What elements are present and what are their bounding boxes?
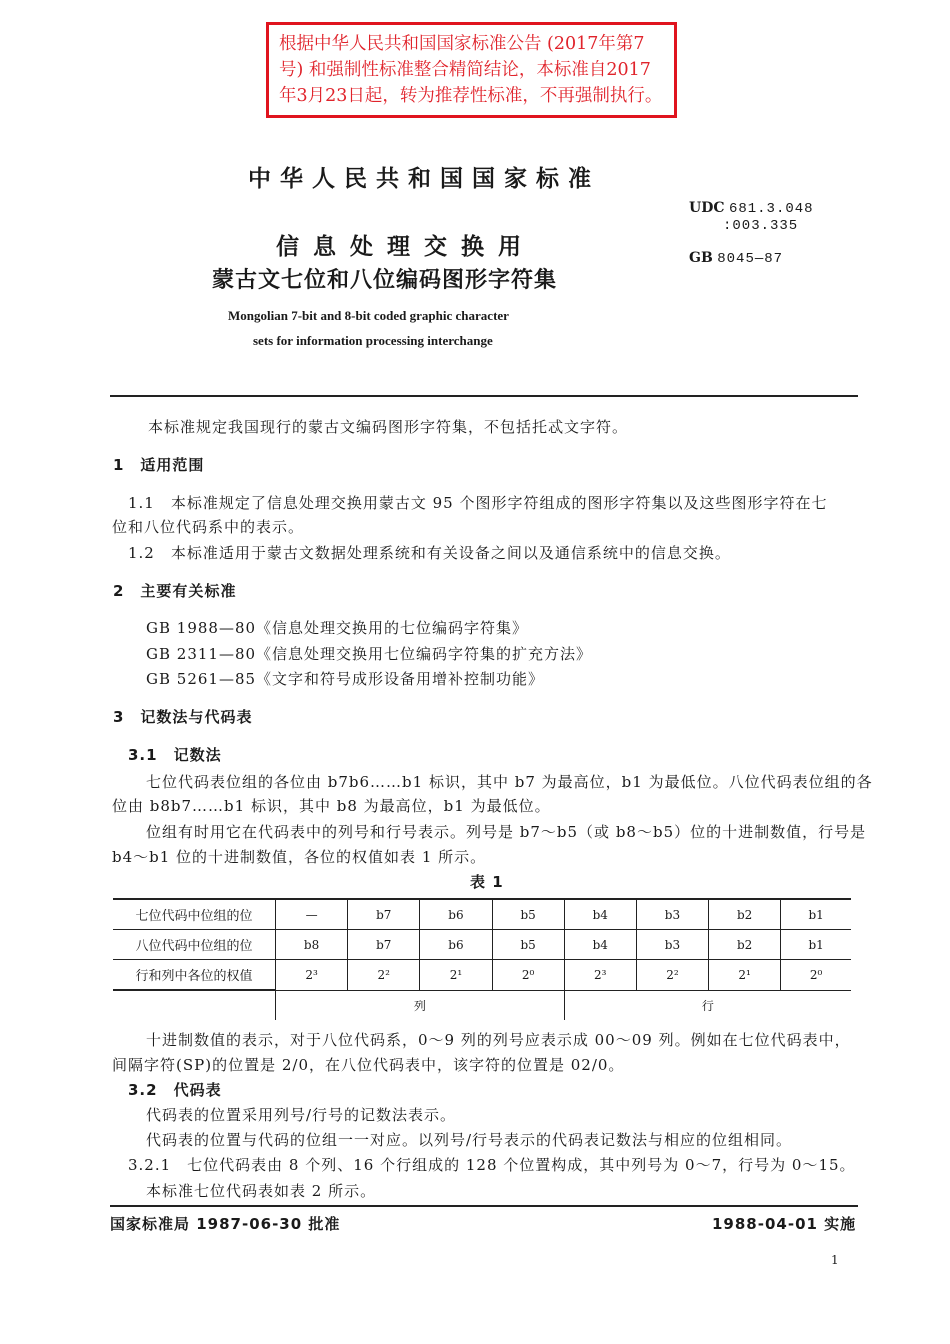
table-cell: b1 (781, 899, 851, 930)
table-cell: b1 (781, 930, 851, 960)
page-number: 1 (831, 1253, 839, 1267)
row-label: 八位代码中位组的位 (113, 930, 276, 960)
table-cell: b6 (420, 930, 492, 960)
reference-3: GB 5261—85《文字和符号成形设备用增补控制功能》 (146, 670, 545, 688)
gb-code (689, 250, 783, 267)
column-group-label: 列 (276, 990, 565, 1020)
para-table-2-ref: 本标准七位代码表如表 2 所示。 (146, 1182, 377, 1200)
table-row (113, 930, 851, 960)
footer-rule (110, 1205, 858, 1207)
section-1-heading: 1 适用范围 (113, 456, 205, 474)
status-notice-stamp: 根据中华人民共和国国家标准公告 (2017年第7号) 和强制性标准整合精简结论，本标准自2017年3月23日起，转为推荐性标准，不再强制执行。 (266, 22, 677, 118)
table-cell: b2 (709, 899, 781, 930)
table-row-groups (113, 990, 851, 1020)
para-code-table-2: 代码表的位置与代码的位组一一对应。以列号/行号表示的代码表记数法与相应的位组相同。 (146, 1131, 793, 1149)
english-title-1: Mongolian 7-bit and 8-bit coded graphic character (228, 308, 509, 323)
para-1-2: 1.2 本标准适用于蒙古文数据处理系统和有关设备之间以及通信系统中的信息交换。 (128, 544, 731, 562)
para-code-table-1: 代码表的位置采用列号/行号的记数法表示。 (146, 1106, 457, 1124)
para-3-2-1: 3.2.1 七位代码表由 8 个列、16 个行组成的 128 个位置构成，其中列号为 0～7，行号为 0～15。 (128, 1156, 856, 1174)
udc-value-1: 681.3.048 (728, 201, 814, 217)
section-2-heading: 2 主要有关标准 (113, 582, 237, 600)
table-cell: b6 (420, 899, 492, 930)
table-cell: — (276, 899, 348, 930)
reference-2: GB 2311—80《信息处理交换用七位编码字符集的扩充方法》 (146, 645, 593, 663)
english-title-2: sets for information processing interchange (253, 333, 493, 348)
table-cell: b4 (564, 899, 636, 930)
gb-number: 8045—87 (717, 251, 784, 267)
reference-1: GB 1988—80《信息处理交换用的七位编码字符集》 (146, 619, 529, 637)
gb-label: GB (689, 250, 713, 266)
table-cell: 2² (636, 960, 708, 991)
table-row (113, 960, 851, 991)
row-label: 行和列中各位的权值 (113, 960, 276, 991)
table-cell: 2¹ (709, 960, 781, 991)
table-row (113, 899, 851, 930)
udc-code (689, 200, 814, 234)
section-3-heading: 3 记数法与代码表 (113, 708, 253, 726)
table-cell: 2⁰ (781, 960, 851, 991)
header-rule (110, 395, 858, 397)
row-group-label: 行 (564, 990, 851, 1020)
para-notation-1: 七位代码表位组的各位由 b7b6……b1 标识，其中 b7 为最高位，b1 为最低位。八位代码表位组的各 (146, 773, 873, 791)
intro-text: 本标准规定我国现行的蒙古文编码图形字符集，不包括托忒文字符。 (148, 418, 629, 436)
para-notation-2-cont: b4～b1 位的十进制数值，各位的权值如表 1 所示。 (112, 848, 487, 866)
table-cell: b5 (492, 899, 564, 930)
table-cell: 2¹ (420, 960, 492, 991)
udc-value-2: :003.335 (723, 218, 799, 234)
table-cell: 2³ (564, 960, 636, 991)
table-cell: 2⁰ (492, 960, 564, 991)
table-cell: 2² (348, 960, 420, 991)
blank-cell (113, 990, 276, 1020)
effective-date: 1988-04-01 实施 (712, 1215, 857, 1233)
approval-date: 国家标准局 1987-06-30 批准 (110, 1215, 341, 1233)
title-line-2: 蒙古文七位和八位编码图形字符集 (212, 268, 558, 293)
row-label: 七位代码中位组的位 (113, 899, 276, 930)
section-3-2-heading: 3.2 代码表 (128, 1081, 222, 1099)
table-cell: 2³ (276, 960, 348, 991)
national-standard-heading: 中华人民共和国国家标准 (248, 166, 600, 192)
para-1-1: 1.1 本标准规定了信息处理交换用蒙古文 95 个图形字符组成的图形字符集以及这些图形字符在七 (128, 494, 828, 512)
para-notation-1-cont: 位由 b8b7……b1 标识，其中 b8 为最高位，b1 为最低位。 (112, 797, 551, 815)
table-cell: b3 (636, 899, 708, 930)
table-cell: b2 (709, 930, 781, 960)
para-decimal-cont: 间隔字符(SP)的位置是 2/0，在八位代码表中，该字符的位置是 02/0。 (112, 1056, 625, 1074)
table-cell: b5 (492, 930, 564, 960)
table-cell: b7 (348, 930, 420, 960)
para-notation-2: 位组有时用它在代码表中的列号和行号表示。列号是 b7～b5（或 b8～b5）位的十进制数值，行号是 (146, 823, 867, 841)
bit-weight-table (113, 898, 851, 1020)
table-cell: b7 (348, 899, 420, 930)
udc-label: UDC (689, 200, 725, 216)
section-3-1-heading: 3.1 记数法 (128, 746, 222, 764)
table-cell: b4 (564, 930, 636, 960)
table-caption: 表 1 (470, 873, 504, 891)
table-cell: b3 (636, 930, 708, 960)
para-decimal: 十进制数值的表示，对于八位代码系，0～9 列的列号应表示成 00～09 列。例如在七位代码表中， (146, 1031, 851, 1049)
title-line-1: 信息处理交换用 (276, 234, 535, 260)
table-cell: b8 (276, 930, 348, 960)
para-1-1-cont: 位和八位代码系中的表示。 (112, 518, 305, 536)
